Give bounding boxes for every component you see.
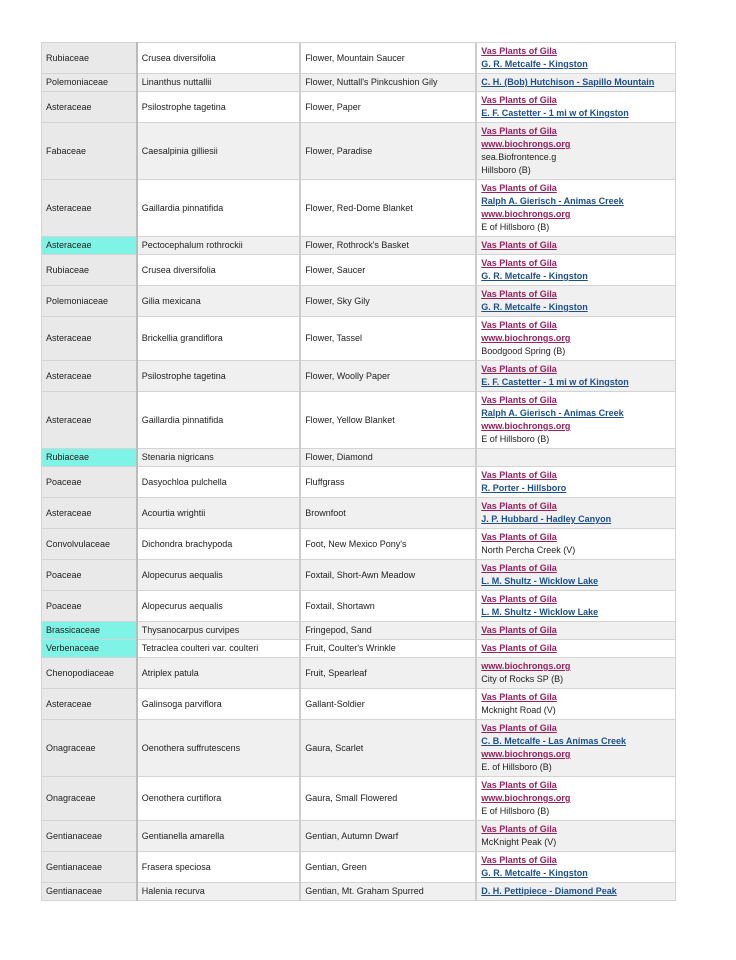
source-link[interactable]: Vas Plants of Gila	[481, 780, 557, 790]
family-cell: Asteraceae	[42, 689, 137, 720]
table-row	[42, 560, 676, 591]
common-name-cell: Flower, Yellow Blanket	[300, 392, 476, 449]
sources-cell	[476, 498, 675, 529]
source-link[interactable]: Ralph A. Gierisch - Animas Creek	[481, 408, 624, 418]
family-cell: Asteraceae	[42, 92, 137, 123]
source-link[interactable]: Vas Plants of Gila	[481, 563, 557, 573]
sources-cell	[476, 467, 675, 498]
scientific-name-cell: Gilia mexicana	[137, 286, 300, 317]
source-link[interactable]: Vas Plants of Gila	[481, 501, 557, 511]
family-cell: Poaceae	[42, 467, 137, 498]
scientific-name-cell: Crusea diversifolia	[137, 43, 300, 74]
source-link[interactable]: Ralph A. Gierisch - Animas Creek	[481, 196, 624, 206]
common-name-cell: Gentian, Mt. Graham Spurred	[300, 883, 476, 901]
source-link[interactable]: www.biochrongs.org	[481, 749, 571, 759]
sources-cell	[476, 720, 675, 777]
common-name-cell: Flower, Saucer	[300, 255, 476, 286]
sources-cell	[476, 286, 675, 317]
source-link[interactable]: L. M. Shultz - Wicklow Lake	[481, 607, 599, 617]
location-note: McKnight Peak (V)	[481, 837, 557, 847]
scientific-name-cell: Tetraclea coulteri var. coulteri	[137, 640, 300, 658]
family-cell: Poaceae	[42, 591, 137, 622]
table-row	[42, 689, 676, 720]
source-link[interactable]: www.biochrongs.org	[481, 421, 571, 431]
common-name-cell: Fluffgrass	[300, 467, 476, 498]
family-cell: Gentianaceae	[42, 883, 137, 901]
source-link[interactable]: Vas Plants of Gila	[481, 723, 557, 733]
scientific-name-cell: Pectocephalum rothrockii	[137, 237, 300, 255]
table-row	[42, 392, 676, 449]
location-note: City of Rocks SP (B)	[481, 674, 564, 684]
source-link[interactable]: Vas Plants of Gila	[481, 855, 557, 865]
source-link[interactable]: G. R. Metcalfe - Kingston	[481, 271, 588, 281]
scientific-name-cell: Gaillardia pinnatifida	[137, 392, 300, 449]
common-name-cell: Fringepod, Sand	[300, 622, 476, 640]
sources-cell	[476, 591, 675, 622]
location-note: E of Hillsboro (B)	[481, 222, 550, 232]
source-link[interactable]: www.biochrongs.org	[481, 139, 571, 149]
sources-cell	[476, 622, 675, 640]
family-cell: Asteraceae	[42, 180, 137, 237]
scientific-name-cell: Oenothera suffrutescens	[137, 720, 300, 777]
scientific-name-cell: Linanthus nuttallii	[137, 74, 300, 92]
source-link[interactable]: www.biochrongs.org	[481, 333, 571, 343]
source-link[interactable]: Vas Plants of Gila	[481, 395, 557, 405]
source-link[interactable]: Vas Plants of Gila	[481, 594, 557, 604]
source-link[interactable]: D. H. Pettipiece - Diamond Peak	[481, 886, 617, 896]
common-name-cell: Fruit, Spearleaf	[300, 658, 476, 689]
scientific-name-cell: Psilostrophe tagetina	[137, 361, 300, 392]
location-note: Hillsboro (B)	[481, 165, 531, 175]
scientific-name-cell: Alopecurus aequalis	[137, 591, 300, 622]
table-row	[42, 286, 676, 317]
sources-cell	[476, 180, 675, 237]
location-note: North Percha Creek (V)	[481, 545, 576, 555]
source-link[interactable]: Vas Plants of Gila	[481, 824, 557, 834]
sources-cell	[476, 392, 675, 449]
table-row	[42, 883, 676, 901]
scientific-name-cell: Stenaria nigricans	[137, 449, 300, 467]
table-row	[42, 852, 676, 883]
table-row	[42, 449, 676, 467]
source-link[interactable]: J. P. Hubbard - Hadley Canyon	[481, 514, 612, 524]
source-link[interactable]: Vas Plants of Gila	[481, 289, 557, 299]
scientific-name-cell: Galinsoga parviflora	[137, 689, 300, 720]
common-name-cell: Fruit, Coulter's Wrinkle	[300, 640, 476, 658]
common-name-cell: Gentian, Autumn Dwarf	[300, 821, 476, 852]
location-note: sea.Biofrontence.g	[481, 152, 557, 162]
common-name-cell: Flower, Tassel	[300, 317, 476, 361]
sources-cell	[476, 852, 675, 883]
common-name-cell: Brownfoot	[300, 498, 476, 529]
table-row	[42, 640, 676, 658]
location-note: Boodgood Spring (B)	[481, 346, 566, 356]
common-name-cell: Gaura, Scarlet	[300, 720, 476, 777]
common-name-cell: Foxtail, Short-Awn Meadow	[300, 560, 476, 591]
family-cell: Brassicaceae	[42, 622, 137, 640]
scientific-name-cell: Acourtia wrightii	[137, 498, 300, 529]
table-row	[42, 123, 676, 180]
family-cell: Rubiaceae	[42, 449, 137, 467]
family-cell: Asteraceae	[42, 237, 137, 255]
sources-cell	[476, 640, 675, 658]
sources-cell	[476, 560, 675, 591]
table-row	[42, 467, 676, 498]
source-link[interactable]: Vas Plants of Gila	[481, 532, 557, 542]
table-row	[42, 821, 676, 852]
source-link[interactable]: Vas Plants of Gila	[481, 95, 557, 105]
family-cell: Polemoniaceae	[42, 74, 137, 92]
common-name-cell: Flower, Red-Dome Blanket	[300, 180, 476, 237]
source-link[interactable]: E. F. Castetter - 1 mi w of Kingston	[481, 377, 629, 387]
source-link[interactable]: www.biochrongs.org	[481, 793, 571, 803]
common-name-cell: Flower, Diamond	[300, 449, 476, 467]
source-link[interactable]: G. R. Metcalfe - Kingston	[481, 302, 588, 312]
source-link[interactable]: G. R. Metcalfe - Kingston	[481, 59, 588, 69]
scientific-name-cell: Gentianella amarella	[137, 821, 300, 852]
family-cell: Onagraceae	[42, 777, 137, 821]
family-cell: Asteraceae	[42, 361, 137, 392]
table-row	[42, 237, 676, 255]
table-row	[42, 317, 676, 361]
source-link[interactable]: www.biochrongs.org	[481, 661, 571, 671]
common-name-cell: Foxtail, Shortawn	[300, 591, 476, 622]
sources-cell	[476, 361, 675, 392]
sources-cell	[476, 43, 675, 74]
table-row	[42, 720, 676, 777]
sources-cell	[476, 449, 675, 467]
scientific-name-cell: Oenothera curtiflora	[137, 777, 300, 821]
source-link[interactable]: Vas Plants of Gila	[481, 364, 557, 374]
scientific-name-cell: Alopecurus aequalis	[137, 560, 300, 591]
sources-cell	[476, 658, 675, 689]
family-cell: Poaceae	[42, 560, 137, 591]
source-link[interactable]: Vas Plants of Gila	[481, 183, 557, 193]
source-link[interactable]: Vas Plants of Gila	[481, 692, 557, 702]
source-link[interactable]: C. B. Metcalfe - Las Animas Creek	[481, 736, 626, 746]
family-cell: Verbenaceae	[42, 640, 137, 658]
scientific-name-cell: Dichondra brachypoda	[137, 529, 300, 560]
source-link[interactable]: Vas Plants of Gila	[481, 126, 557, 136]
scientific-name-cell: Atriplex patula	[137, 658, 300, 689]
family-cell: Gentianaceae	[42, 821, 137, 852]
common-name-cell: Flower, Nuttall's Pinkcushion Gily	[300, 74, 476, 92]
source-link[interactable]: Vas Plants of Gila	[481, 470, 557, 480]
common-name-cell: Flower, Mountain Saucer	[300, 43, 476, 74]
table-row	[42, 180, 676, 237]
location-note: Mcknight Road (V)	[481, 705, 556, 715]
family-cell: Rubiaceae	[42, 43, 137, 74]
common-name-cell: Gentian, Green	[300, 852, 476, 883]
table-row	[42, 622, 676, 640]
location-note: E of Hillsboro (B)	[481, 434, 550, 444]
table-row	[42, 498, 676, 529]
sources-cell	[476, 237, 675, 255]
table-row	[42, 529, 676, 560]
scientific-name-cell: Psilostrophe tagetina	[137, 92, 300, 123]
family-cell: Gentianaceae	[42, 852, 137, 883]
sources-cell	[476, 255, 675, 286]
scientific-name-cell: Dasyochloa pulchella	[137, 467, 300, 498]
sources-cell	[476, 777, 675, 821]
table-row	[42, 255, 676, 286]
source-link[interactable]: G. R. Metcalfe - Kingston	[481, 868, 588, 878]
sources-cell	[476, 92, 675, 123]
sources-cell	[476, 123, 675, 180]
family-cell: Polemoniaceae	[42, 286, 137, 317]
source-link[interactable]: Vas Plants of Gila	[481, 643, 557, 653]
scientific-name-cell: Halenia recurva	[137, 883, 300, 901]
common-name-cell: Flower, Paper	[300, 92, 476, 123]
common-name-cell: Flower, Sky Gily	[300, 286, 476, 317]
common-name-cell: Flower, Rothrock's Basket	[300, 237, 476, 255]
sources-cell	[476, 689, 675, 720]
common-name-cell: Flower, Paradise	[300, 123, 476, 180]
location-note: E of Hillsboro (B)	[481, 806, 550, 816]
source-link[interactable]: www.biochrongs.org	[481, 209, 571, 219]
location-note: E. of Hillsboro (B)	[481, 762, 552, 772]
table-row	[42, 74, 676, 92]
family-cell: Asteraceae	[42, 392, 137, 449]
scientific-name-cell: Frasera speciosa	[137, 852, 300, 883]
source-link[interactable]: R. Porter - Hillsboro	[481, 483, 567, 493]
source-link[interactable]: Vas Plants of Gila	[481, 46, 557, 56]
family-cell: Convolvulaceae	[42, 529, 137, 560]
source-link[interactable]: Vas Plants of Gila	[481, 240, 557, 250]
source-link[interactable]: C. H. (Bob) Hutchison - Sapillo Mountain	[481, 77, 655, 87]
scientific-name-cell: Caesalpinia gilliesii	[137, 123, 300, 180]
table-row	[42, 361, 676, 392]
table-row	[42, 591, 676, 622]
source-link[interactable]: L. M. Shultz - Wicklow Lake	[481, 576, 599, 586]
scientific-name-cell: Thysanocarpus curvipes	[137, 622, 300, 640]
source-link[interactable]: Vas Plants of Gila	[481, 258, 557, 268]
sources-cell	[476, 317, 675, 361]
table-row	[42, 658, 676, 689]
sources-cell	[476, 821, 675, 852]
family-cell: Fabaceae	[42, 123, 137, 180]
scientific-name-cell: Brickellia grandiflora	[137, 317, 300, 361]
common-name-cell: Foot, New Mexico Pony's	[300, 529, 476, 560]
family-cell: Onagraceae	[42, 720, 137, 777]
sources-cell	[476, 883, 675, 901]
sources-cell	[476, 529, 675, 560]
source-link[interactable]: Vas Plants of Gila	[481, 625, 557, 635]
source-link[interactable]: E. F. Castetter - 1 mi w of Kingston	[481, 108, 629, 118]
family-cell: Asteraceae	[42, 317, 137, 361]
common-name-cell: Flower, Woolly Paper	[300, 361, 476, 392]
sources-cell	[476, 74, 675, 92]
plant-species-table	[41, 42, 676, 901]
scientific-name-cell: Crusea diversifolia	[137, 255, 300, 286]
table-row	[42, 92, 676, 123]
table-row	[42, 43, 676, 74]
family-cell: Asteraceae	[42, 498, 137, 529]
family-cell: Chenopodiaceae	[42, 658, 137, 689]
common-name-cell: Gallant-Soldier	[300, 689, 476, 720]
family-cell: Rubiaceae	[42, 255, 137, 286]
common-name-cell: Gaura, Small Flowered	[300, 777, 476, 821]
table-row	[42, 777, 676, 821]
source-link[interactable]: Vas Plants of Gila	[481, 320, 557, 330]
scientific-name-cell: Gaillardia pinnatifida	[137, 180, 300, 237]
